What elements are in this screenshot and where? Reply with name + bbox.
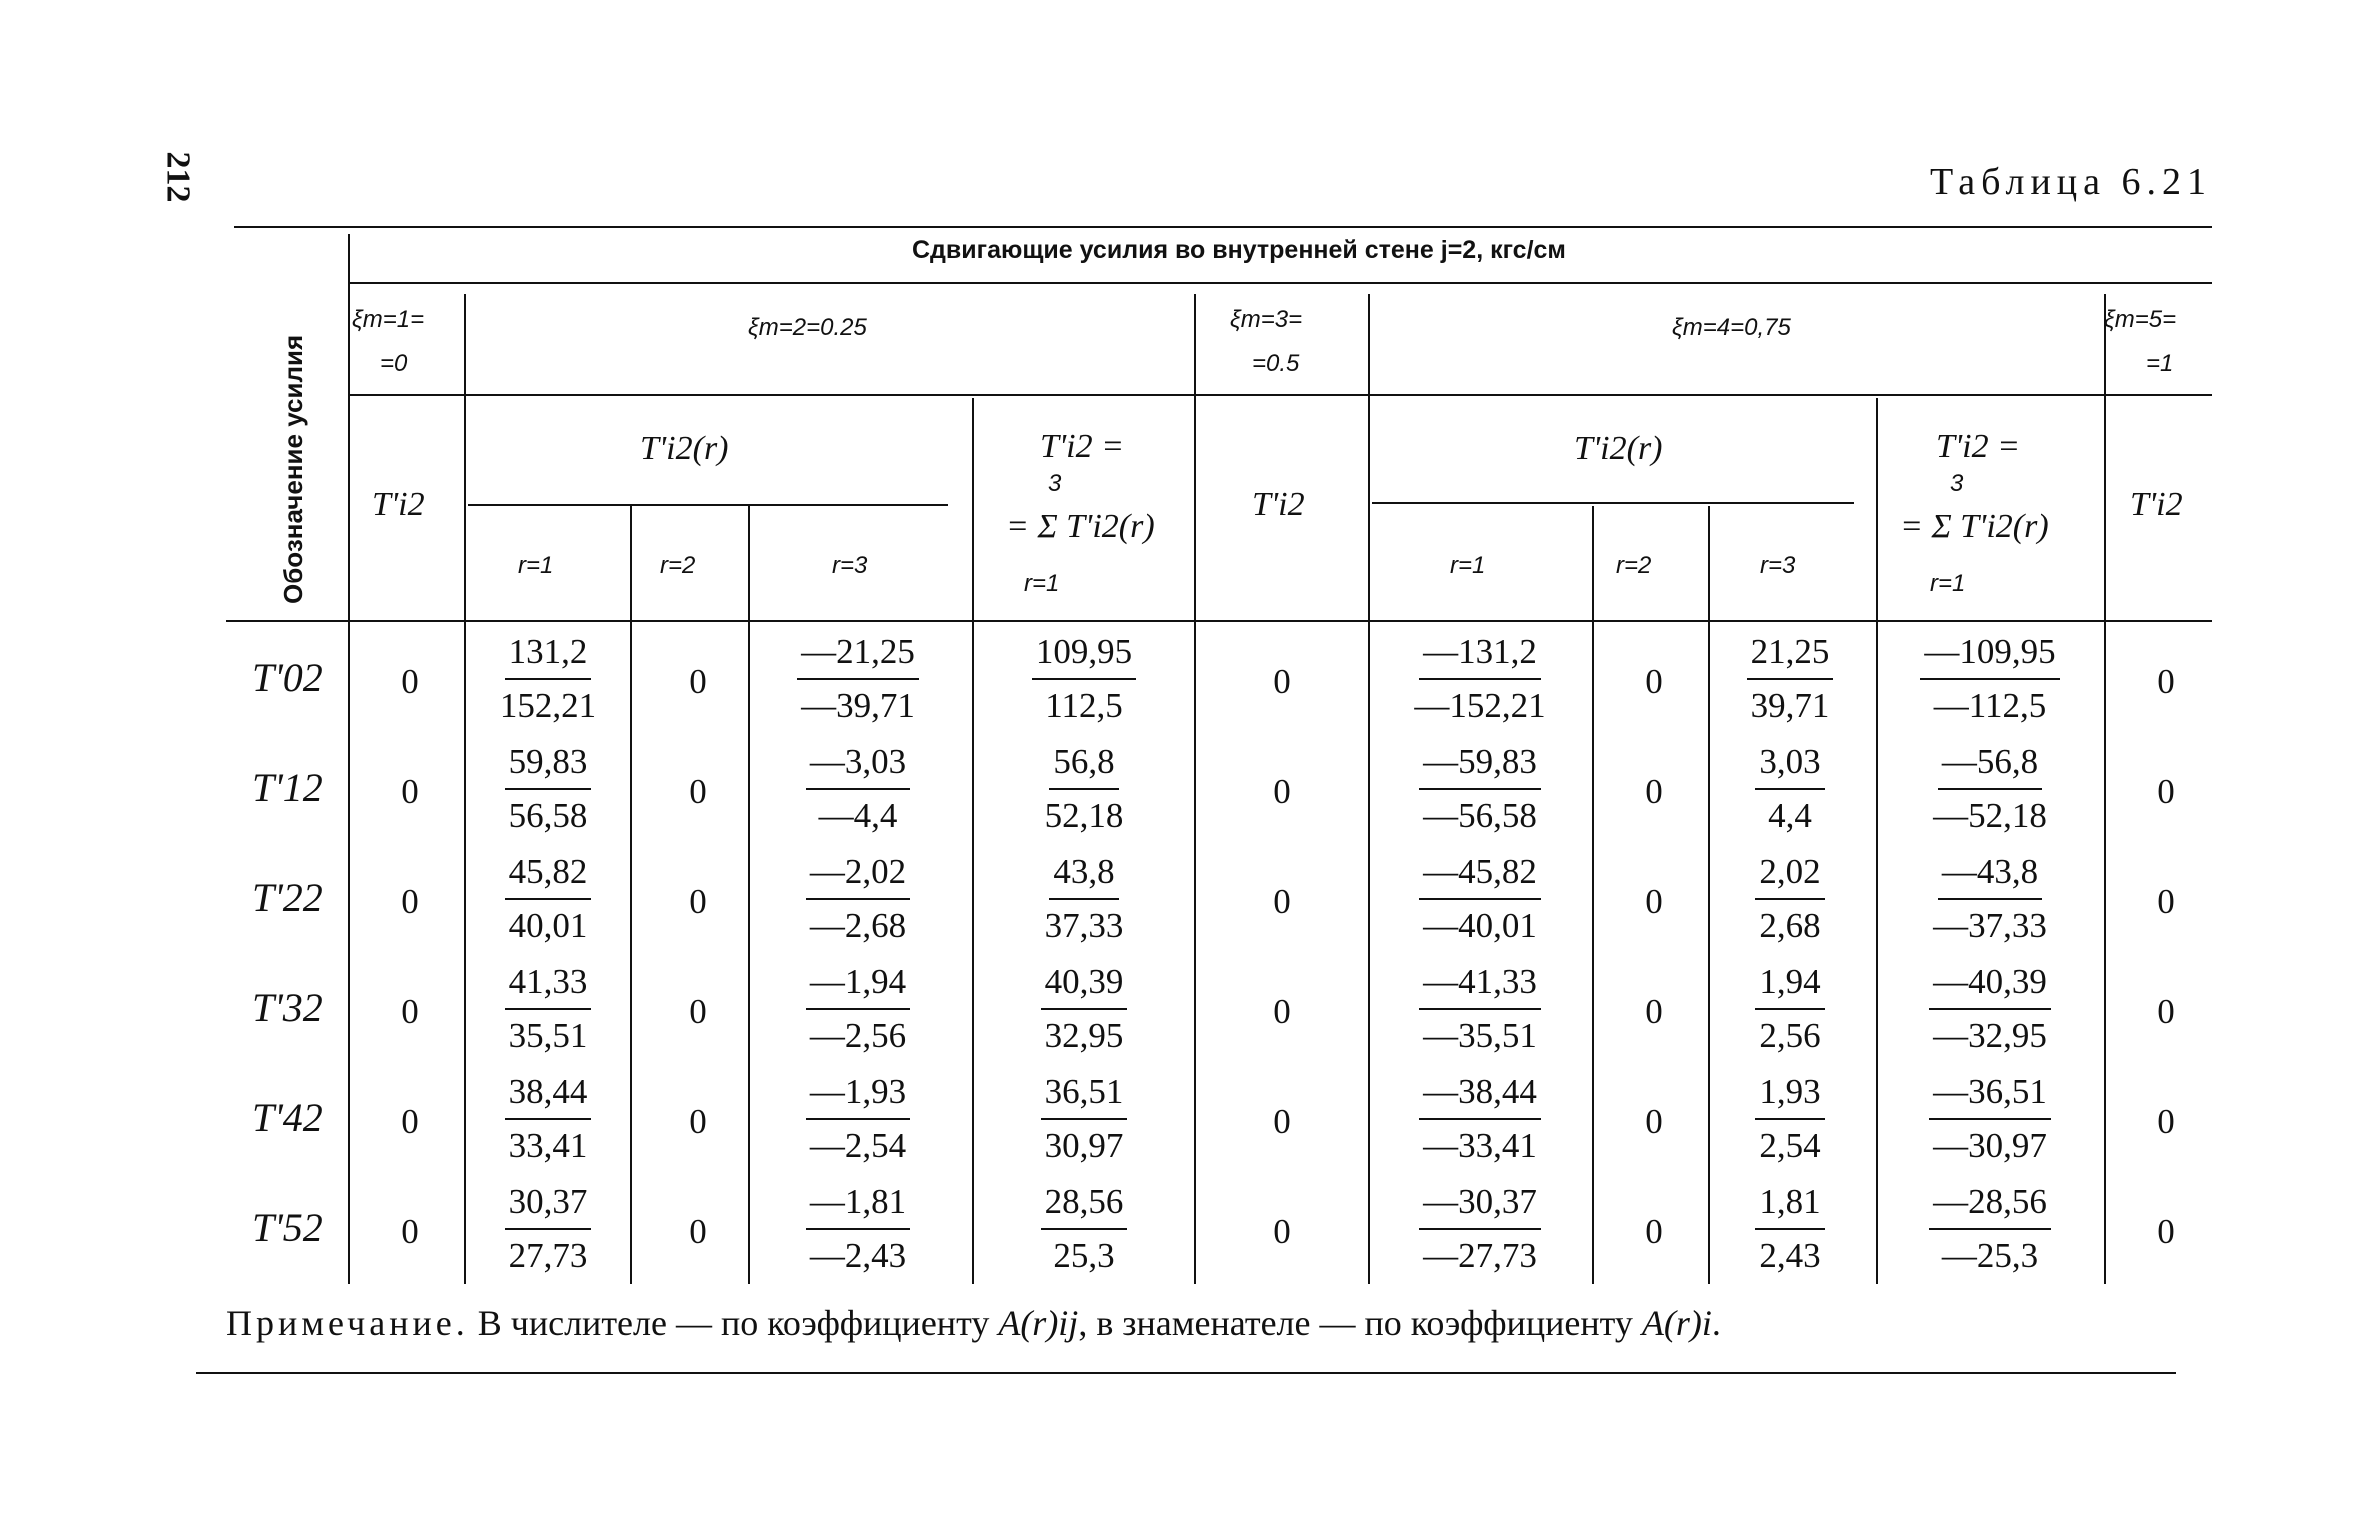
value-cell-a2: 0 <box>689 992 707 1031</box>
denominator: —33,41 <box>1423 1126 1537 1165</box>
fraction-cell-b3 <box>1720 632 1860 726</box>
denominator: —4,4 <box>818 796 898 835</box>
numerator: 1,93 <box>1755 1072 1824 1120</box>
value-cell-c1: 0 <box>1273 992 1291 1031</box>
denominator: —2,56 <box>809 1016 907 1055</box>
numerator: —109,95 <box>1920 632 2059 680</box>
numerator: —2,02 <box>806 852 910 900</box>
denominator: 33,41 <box>508 1126 588 1165</box>
value-cell-c1: 0 <box>1273 662 1291 701</box>
table-title: Таблица 6.21 <box>1929 161 2212 203</box>
numerator: 30,37 <box>505 1182 592 1230</box>
fraction-cell-b3 <box>1720 1182 1860 1276</box>
numerator: 3,03 <box>1755 742 1824 790</box>
sub-tr-m4: T'i2(r) <box>1574 430 1663 467</box>
col-sep-label <box>348 234 350 1284</box>
fraction-cell-a1 <box>478 632 618 726</box>
denominator: 30,97 <box>1044 1126 1124 1165</box>
denominator: —2,68 <box>809 906 907 945</box>
fraction-cell-bs <box>1900 852 2080 946</box>
xi-m3: ξm=3= <box>1230 306 1303 333</box>
numerator: —45,82 <box>1419 852 1541 900</box>
denominator: —56,58 <box>1423 796 1537 835</box>
denominator: —30,97 <box>1933 1126 2047 1165</box>
fraction-cell-as <box>1004 742 1164 836</box>
sub-t-m5: T'i2 <box>2130 486 2183 523</box>
note-text-2: , в знаменателе — по коэффициенту <box>1078 1303 1633 1343</box>
numerator: —1,94 <box>806 962 910 1010</box>
numerator: 28,56 <box>1041 1182 1128 1230</box>
value-cell-c2: 0 <box>2157 772 2175 811</box>
value-cell-c0: 0 <box>401 1102 419 1141</box>
denominator: 37,33 <box>1044 906 1124 945</box>
fraction-cell-b1 <box>1395 1182 1565 1276</box>
denominator: 2,43 <box>1759 1236 1821 1275</box>
denominator: —27,73 <box>1423 1236 1537 1275</box>
note-label: Примечание. <box>226 1303 469 1343</box>
numerator: —1,93 <box>806 1072 910 1120</box>
header-sub-rule-b <box>1372 502 1854 504</box>
numerator: 59,83 <box>505 742 592 790</box>
fraction-cell-a3 <box>778 632 938 726</box>
denominator: 25,3 <box>1053 1236 1115 1275</box>
value-cell-c2: 0 <box>2157 1212 2175 1251</box>
denominator: 152,21 <box>499 686 597 725</box>
denominator: 2,56 <box>1759 1016 1821 1055</box>
numerator: —41,33 <box>1419 962 1541 1010</box>
col-sep-8 <box>1708 506 1710 1284</box>
denominator: 2,54 <box>1759 1126 1821 1165</box>
denominator: 56,58 <box>508 796 588 835</box>
col-sep-1 <box>464 294 466 1284</box>
header-sub-rule-a <box>468 504 948 506</box>
denominator: 35,51 <box>508 1016 588 1055</box>
fraction-cell-bs <box>1900 1072 2080 1166</box>
numerator: 109,95 <box>1032 632 1136 680</box>
note-coef-2: A(r)i <box>1641 1303 1712 1343</box>
xi-m1: ξm=1= <box>352 306 425 333</box>
col-sep-5 <box>1194 294 1196 1284</box>
numerator: —30,37 <box>1419 1182 1541 1230</box>
fraction-cell-as <box>1004 632 1164 726</box>
denominator: 2,68 <box>1759 906 1821 945</box>
fraction-cell-a3 <box>778 852 938 946</box>
value-cell-c1: 0 <box>1273 1102 1291 1141</box>
header-xi-rule <box>350 394 2212 396</box>
value-cell-c0: 0 <box>401 772 419 811</box>
numerator: —131,2 <box>1419 632 1541 680</box>
denominator: —2,43 <box>809 1236 907 1275</box>
numerator: —21,25 <box>797 632 919 680</box>
fraction-cell-as <box>1004 962 1164 1056</box>
value-cell-b2: 0 <box>1645 662 1663 701</box>
value-cell-a2: 0 <box>689 1212 707 1251</box>
numerator: 1,81 <box>1755 1182 1824 1230</box>
numerator: 2,02 <box>1755 852 1824 900</box>
sub-t-m1: T'i2 <box>372 486 425 523</box>
numerator: —59,83 <box>1419 742 1541 790</box>
value-cell-c2: 0 <box>2157 882 2175 921</box>
denominator: 112,5 <box>1045 686 1123 725</box>
fraction-cell-bs <box>1900 1182 2080 1276</box>
value-cell-c0: 0 <box>401 992 419 1031</box>
denominator: —37,33 <box>1933 906 2047 945</box>
value-cell-c1: 0 <box>1273 772 1291 811</box>
value-cell-b2: 0 <box>1645 882 1663 921</box>
numerator: 45,82 <box>505 852 592 900</box>
sub-t-m3: T'i2 <box>1252 486 1305 523</box>
col-sep-7 <box>1592 506 1594 1284</box>
denominator: 39,71 <box>1750 686 1830 725</box>
numerator: —28,56 <box>1929 1182 2051 1230</box>
col-sep-6 <box>1368 294 1370 1284</box>
value-cell-c2: 0 <box>2157 662 2175 701</box>
fraction-cell-b3 <box>1720 852 1860 946</box>
row-label: T'42 <box>252 1095 323 1140</box>
fraction-cell-a3 <box>778 742 938 836</box>
denominator: —152,21 <box>1414 686 1546 725</box>
note-text-1: В числителе — по коэффициенту <box>477 1303 990 1343</box>
fraction-cell-b1 <box>1395 962 1565 1056</box>
xi-m1-val: =0 <box>380 350 408 377</box>
fraction-cell-b1 <box>1395 632 1565 726</box>
fraction-cell-b1 <box>1395 1072 1565 1166</box>
numerator: 43,8 <box>1049 852 1118 900</box>
fraction-cell-b3 <box>1720 962 1860 1056</box>
numerator: 56,8 <box>1049 742 1118 790</box>
xi-m5-val: =1 <box>2146 350 2174 377</box>
value-cell-b2: 0 <box>1645 992 1663 1031</box>
numerator: 40,39 <box>1041 962 1128 1010</box>
r2-label-a: r=2 <box>660 552 696 579</box>
numerator: 38,44 <box>505 1072 592 1120</box>
header-main: Сдвигающие усилия во внутренней стене j=2, кгс/см <box>912 236 1566 264</box>
fraction-cell-as <box>1004 1072 1164 1166</box>
value-cell-a2: 0 <box>689 882 707 921</box>
xi-m5: ξm=5= <box>2104 306 2177 333</box>
numerator: —36,51 <box>1929 1072 2051 1120</box>
fraction-cell-bs <box>1900 962 2080 1056</box>
value-cell-c1: 0 <box>1273 882 1291 921</box>
note-end: . <box>1711 1303 1721 1343</box>
page-number: 212 <box>159 151 197 203</box>
header-main-rule <box>350 282 2212 284</box>
numerator: 131,2 <box>505 632 592 680</box>
numerator: —56,8 <box>1938 742 2042 790</box>
col-sep-2 <box>630 506 632 1284</box>
value-cell-b2: 0 <box>1645 772 1663 811</box>
denominator: 32,95 <box>1044 1016 1124 1055</box>
col-sep-9 <box>1876 398 1878 1284</box>
denominator: —39,71 <box>801 686 915 725</box>
sum-upper-m2: 3 <box>1048 470 1062 497</box>
row-label: T'22 <box>252 875 323 920</box>
denominator: —32,95 <box>1933 1016 2047 1055</box>
numerator: —1,81 <box>806 1182 910 1230</box>
value-cell-c2: 0 <box>2157 1102 2175 1141</box>
value-cell-a2: 0 <box>689 1102 707 1141</box>
note-coef-1: A(r)ij <box>998 1303 1079 1343</box>
denominator: —40,01 <box>1423 906 1537 945</box>
numerator: 21,25 <box>1747 632 1834 680</box>
denominator: 40,01 <box>508 906 588 945</box>
fraction-cell-a1 <box>478 1072 618 1166</box>
numerator: 36,51 <box>1041 1072 1128 1120</box>
value-cell-c1: 0 <box>1273 1212 1291 1251</box>
fraction-cell-as <box>1004 1182 1164 1276</box>
fraction-cell-bs <box>1900 742 2080 836</box>
fraction-cell-b1 <box>1395 852 1565 946</box>
denominator: —52,18 <box>1933 796 2047 835</box>
fraction-cell-a3 <box>778 1182 938 1276</box>
denominator: —35,51 <box>1423 1016 1537 1055</box>
r3-label-b: r=3 <box>1760 552 1796 579</box>
value-cell-c0: 0 <box>401 662 419 701</box>
value-cell-a2: 0 <box>689 772 707 811</box>
sum-lower-m2: r=1 <box>1024 570 1060 597</box>
sum-head-m2: T'i2 = <box>1040 428 1125 465</box>
sum-tail-m4: = Σ T'i2(r) <box>1900 508 2049 545</box>
row-label: T'12 <box>252 765 323 810</box>
numerator: —43,8 <box>1938 852 2042 900</box>
sum-head-m4: T'i2 = <box>1936 428 2021 465</box>
denominator: 52,18 <box>1044 796 1124 835</box>
sum-lower-m4: r=1 <box>1930 570 1966 597</box>
fraction-cell-b3 <box>1720 742 1860 836</box>
numerator: —3,03 <box>806 742 910 790</box>
col-sep-3 <box>748 506 750 1284</box>
xi-m3-val: =0.5 <box>1252 350 1300 377</box>
xi-m2: ξm=2=0.25 <box>748 314 867 341</box>
r2-label-b: r=2 <box>1616 552 1652 579</box>
value-cell-c0: 0 <box>401 882 419 921</box>
fraction-cell-bs <box>1900 632 2080 726</box>
denominator: 27,73 <box>508 1236 588 1275</box>
numerator: —38,44 <box>1419 1072 1541 1120</box>
value-cell-c0: 0 <box>401 1212 419 1251</box>
value-cell-c2: 0 <box>2157 992 2175 1031</box>
value-cell-a2: 0 <box>689 662 707 701</box>
row-label-header: Обозначение усилия <box>278 334 308 604</box>
sub-tr-m2: T'i2(r) <box>640 430 729 467</box>
row-label: T'52 <box>252 1205 323 1250</box>
xi-m4: ξm=4=0,75 <box>1672 314 1791 341</box>
table-note <box>226 1302 1721 1344</box>
fraction-cell-a1 <box>478 1182 618 1276</box>
r1-label-b: r=1 <box>1450 552 1486 579</box>
value-cell-b2: 0 <box>1645 1102 1663 1141</box>
denominator: —112,5 <box>1933 686 2047 725</box>
header-bottom-rule <box>226 620 2212 622</box>
fraction-cell-a3 <box>778 962 938 1056</box>
fraction-cell-a3 <box>778 1072 938 1166</box>
denominator: —2,54 <box>809 1126 907 1165</box>
denominator: —25,3 <box>1941 1236 2039 1275</box>
numerator: —40,39 <box>1929 962 2051 1010</box>
fraction-cell-b1 <box>1395 742 1565 836</box>
col-sep-4 <box>972 398 974 1284</box>
r3-label-a: r=3 <box>832 552 868 579</box>
numerator: 1,94 <box>1755 962 1824 1010</box>
value-cell-b2: 0 <box>1645 1212 1663 1251</box>
top-rule <box>234 226 2212 228</box>
sum-tail-m2: = Σ T'i2(r) <box>1006 508 1155 545</box>
sum-upper-m4: 3 <box>1950 470 1964 497</box>
fraction-cell-b3 <box>1720 1072 1860 1166</box>
fraction-cell-a1 <box>478 852 618 946</box>
numerator: 41,33 <box>505 962 592 1010</box>
fraction-cell-a1 <box>478 962 618 1056</box>
fraction-cell-as <box>1004 852 1164 946</box>
denominator: 4,4 <box>1768 796 1812 835</box>
col-sep-10 <box>2104 294 2106 1284</box>
row-label: T'02 <box>252 655 323 700</box>
r1-label-a: r=1 <box>518 552 554 579</box>
row-label: T'32 <box>252 985 323 1030</box>
fraction-cell-a1 <box>478 742 618 836</box>
bottom-rule <box>196 1372 2176 1374</box>
